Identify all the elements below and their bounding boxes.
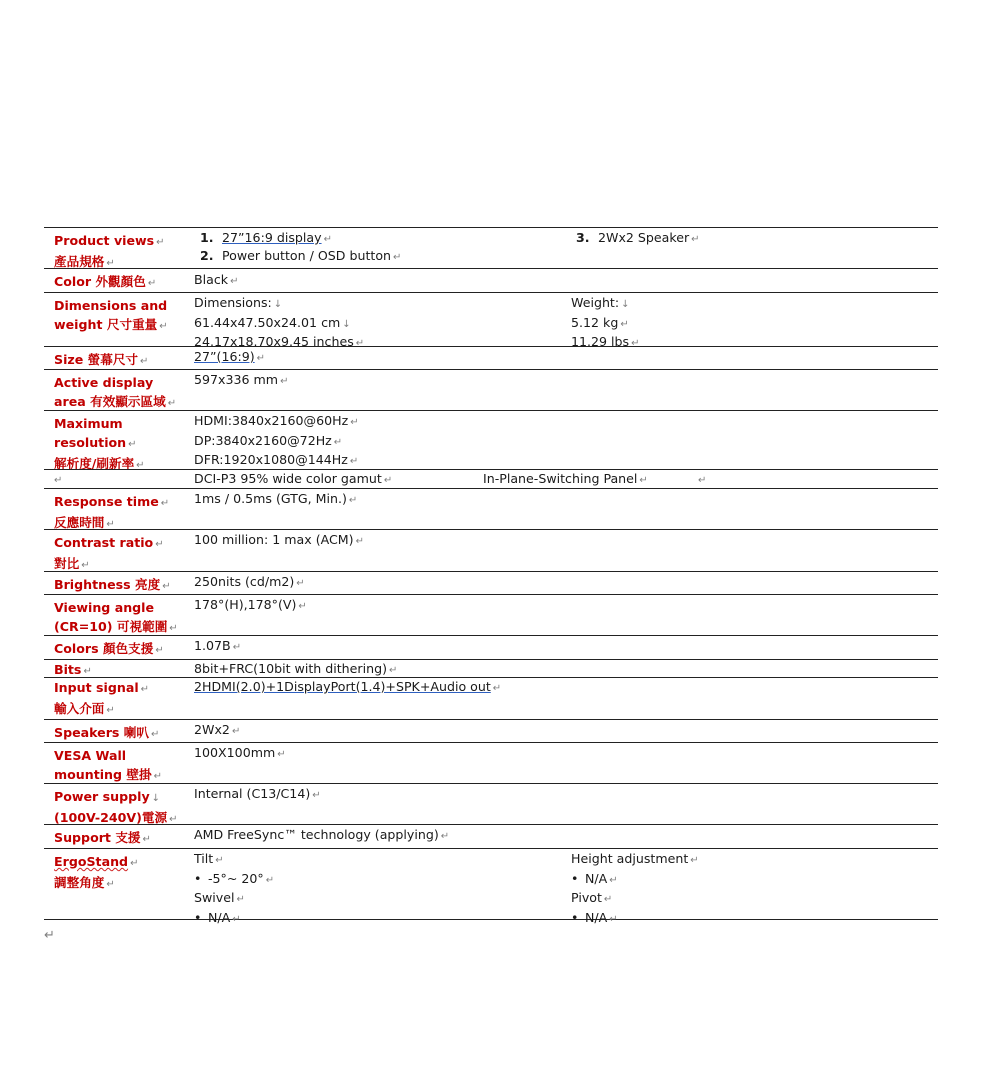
row-response-time [44,488,938,529]
para-mark: ↵ [169,814,178,825]
product-views-label-en: Product views [54,233,155,248]
bullet: • [571,909,579,925]
para-mark: ↵ [81,560,90,571]
item-text: Power button / OSD button [222,248,392,263]
para-mark: ↵ [162,581,171,592]
vesa-value-text: 100X100mm [194,745,276,760]
para-mark: ↵ [603,894,613,905]
para-mark: ↵ [609,874,618,886]
bullet: • [194,870,202,886]
para-mark: ↵ [355,536,364,547]
color-label-text: Color 外觀顏色 [54,274,146,289]
dimensions-label-en2: weight 尺寸重量 [54,317,158,332]
line-break-mark: ↓ [621,299,630,310]
line-break-mark: ↓ [342,318,351,330]
para-mark: ↵ [106,879,115,890]
panel-empty-label [54,470,62,490]
para-mark: ↵ [54,475,63,486]
para-mark: ↵ [312,790,321,801]
para-mark: ↵ [698,475,707,486]
input-signal-value-text: 2HDMI(2.0)+1DisplayPort(1.4)+SPK+Audio out [194,679,491,694]
brightness-value [194,573,305,593]
brightness-label [54,575,194,596]
item-text: 27”16:9 display [222,230,322,245]
size-value-text: 27”(16:9) [194,349,255,364]
power-value [194,785,321,805]
row-brightness [44,571,938,594]
contrast-label-en: Contrast ratio [54,535,154,550]
para-mark: ↵ [492,683,502,694]
weight-values [571,294,640,353]
response-time-label-en: Response time [54,494,159,509]
para-mark: ↵ [383,475,393,486]
para-mark: ↵ [215,855,224,866]
dim-cm: 61.44x47.50x24.01 cm [194,314,341,330]
contrast-label [54,533,194,575]
res-hdmi: HDMI:3840x2160@60Hz [194,413,349,428]
ergostand-label [54,852,194,894]
input-signal-label-en: Input signal [54,680,139,695]
support-label [54,828,194,849]
ergostand-right [571,850,699,928]
para-mark: ↵ [230,276,239,287]
response-time-label [54,492,194,534]
para-mark: ↵ [236,894,245,905]
para-mark: ↵ [620,318,629,330]
active-area-value-text: 597x336 mm [194,372,279,387]
power-label-en2: (100V-240V)電源 [54,810,168,825]
color-label [54,272,194,293]
dimensions-values [194,294,364,353]
input-signal-value [194,678,501,698]
dim-title: Dimensions: [194,295,272,310]
speakers-label [54,723,194,744]
power-label-en: Power supply [54,789,150,804]
color-value-text: Black [194,272,229,287]
height-value: N/A [585,870,608,886]
row-vesa [44,742,938,783]
contrast-value-text: 100 million: 1 max (ACM) [194,532,354,547]
dim-inches: 24.17x18.70x9.45 inches [194,334,354,349]
color-value [194,271,238,291]
para-mark: ↵ [155,645,164,656]
para-mark: ↵ [349,456,359,467]
row-speakers [44,719,938,742]
para-mark: ↵ [136,460,145,471]
ergostand-label-zh: 調整角度 [54,875,105,890]
tilt-value: -5°~ 20° [208,870,264,886]
brightness-value-text: 250nits (cd/m2) [194,574,295,589]
max-resolution-label-en2: resolution [54,435,127,450]
para-mark: ↵ [142,834,151,845]
colors-label-text: Colors 顏色支援 [54,641,154,656]
dimensions-label [54,296,194,336]
row-size [44,346,938,369]
line-break-mark: ↓ [151,793,161,804]
support-value [194,826,449,846]
tilt-title: Tilt [194,851,214,866]
para-mark: ↵ [333,436,343,448]
speakers-value [194,721,240,741]
row-input-signal [44,677,938,719]
ergostand-left [194,850,274,928]
viewing-angle-value [194,596,307,616]
brightness-label-text: Brightness 亮度 [54,577,161,592]
dimensions-label-en: Dimensions and [54,298,168,313]
bits-label-text: Bits [54,662,82,677]
spec-table [44,227,938,925]
row-max-resolution [44,410,938,469]
para-mark: ↵ [167,398,177,409]
item-number: 3. [576,230,590,245]
para-mark: ↵ [350,417,359,428]
para-mark: ↵ [296,578,305,589]
para-mark: ↵ [393,252,402,263]
input-signal-label [54,678,194,720]
item-number: 2. [200,248,214,263]
para-mark: ↵ [150,729,160,740]
bullet: • [194,909,202,925]
para-mark: ↵ [147,278,157,289]
para-mark: ↵ [388,665,398,676]
para-mark: ↵ [232,642,242,653]
response-time-value [194,490,357,510]
input-signal-label-zh: 輸入介面 [54,701,105,716]
product-views-label-zh: 產品規格 [54,254,105,269]
para-mark: ↵ [106,705,115,716]
viewing-angle-label-en2: (CR=10) 可視範圍 [54,619,168,634]
product-views-item-3 [576,229,700,249]
weight-lbs: 11.29 lbs [571,334,630,349]
active-area-label [54,373,194,413]
para-mark: ↵ [159,321,168,332]
panel-gamut-text: DCI-P3 95% wide color gamut [194,471,382,486]
response-time-value-text: 1ms / 0.5ms (GTG, Min.) [194,491,347,506]
vesa-label-en: VESA Wall [54,748,127,763]
para-mark: ↵ [83,666,92,677]
para-mark: ↵ [106,519,115,530]
speakers-label-text: Speakers 喇叭 [54,725,149,740]
item-text: 2Wx2 Speaker [598,230,690,245]
speakers-value-text: 2Wx2 [194,722,230,737]
para-mark: ↵ [298,601,307,612]
para-mark: ↵ [153,771,162,782]
panel-empty-cell [696,470,706,490]
line-break-mark: ↓ [273,299,283,310]
row-product-views [44,227,938,268]
product-views-item-1 [200,229,332,249]
para-mark: ↵ [231,726,241,737]
row-power [44,783,938,824]
support-label-text: Support 支援 [54,830,141,845]
active-area-value [194,371,288,391]
viewing-angle-value-text: 178°(H),178°(V) [194,597,297,612]
para-mark: ↵ [277,749,286,760]
row-support [44,824,938,848]
row-color [44,268,938,292]
item-number: 1. [200,230,214,245]
panel-gamut [194,470,392,490]
colors-value-text: 1.07B [194,638,231,653]
bullet: • [571,870,579,886]
power-label [54,787,194,829]
colors-value [194,637,241,657]
res-dfr: DFR:1920x1080@144Hz [194,452,348,467]
size-value [194,348,265,368]
active-area-label-en: Active display [54,375,154,390]
row-colors [44,635,938,659]
para-mark: ↵ [156,237,165,248]
power-value-text: Internal (C13/C14) [194,786,311,801]
para-mark: ↵ [355,338,365,349]
para-mark: ↵ [130,858,139,869]
max-resolution-label-en: Maximum [54,416,123,431]
para-mark: ↵ [160,498,170,509]
para-mark: ↵ [128,439,137,450]
panel-type [483,470,648,490]
swivel-title: Swivel [194,890,235,905]
para-mark: ↵ [690,855,699,866]
swivel-value: N/A [208,909,231,925]
row-active-area [44,369,938,410]
viewing-angle-label-en: Viewing angle [54,600,155,615]
size-label-text: Size 螢幕尺寸 [54,352,139,367]
para-mark: ↵ [631,338,640,349]
height-title: Height adjustment [571,851,689,866]
para-mark: ↵ [280,376,289,387]
panel-type-text: In-Plane-Switching Panel [483,471,638,486]
para-mark: ↵ [348,495,358,506]
row-contrast [44,529,938,571]
pivot-title: Pivot [571,890,602,905]
product-views-item-2 [200,247,401,267]
weight-title: Weight: [571,295,620,310]
vesa-label [54,746,194,786]
para-mark: ↵ [106,258,115,269]
res-dp: DP:3840x2160@72Hz [194,432,332,448]
para-mark: ↵ [265,874,275,886]
size-label [54,350,194,371]
max-resolution-label-zh: 解析度/刷新率 [54,456,135,471]
end-paragraph-mark: ↵ [44,928,55,943]
vesa-label-en2: mounting 壁掛 [54,767,152,782]
pivot-value: N/A [585,909,608,925]
para-mark: ↵ [691,234,700,245]
support-value-text: AMD FreeSync™ technology (applying) [194,827,439,842]
para-mark: ↵ [169,623,178,634]
para-mark: ↵ [609,913,618,925]
para-mark: ↵ [639,475,648,486]
para-mark: ↵ [140,356,149,367]
max-resolution-label [54,414,194,475]
max-resolution-values [194,412,359,471]
para-mark: ↵ [323,234,332,245]
row-dimensions [44,292,938,349]
para-mark: ↵ [140,684,150,695]
active-area-label-en2: area 有效顯示區域 [54,394,166,409]
row-ergostand [44,848,938,925]
product-views-label [54,231,194,273]
contrast-label-zh: 對比 [54,556,80,571]
vesa-value [194,744,286,764]
bits-value-text: 8bit+FRC(10bit with dithering) [194,661,387,676]
contrast-value [194,531,364,551]
viewing-angle-label [54,598,194,638]
para-mark: ↵ [232,913,241,925]
para-mark: ↵ [256,353,266,364]
weight-kg: 5.12 kg [571,314,619,330]
row-panel [44,469,938,488]
ergostand-label-en: ErgoStand [54,854,129,869]
colors-label [54,639,194,660]
para-mark: ↵ [440,831,450,842]
response-time-label-zh: 反應時間 [54,515,105,530]
row-viewing-angle [44,594,938,635]
para-mark: ↵ [155,539,164,550]
row-bits [44,659,938,677]
